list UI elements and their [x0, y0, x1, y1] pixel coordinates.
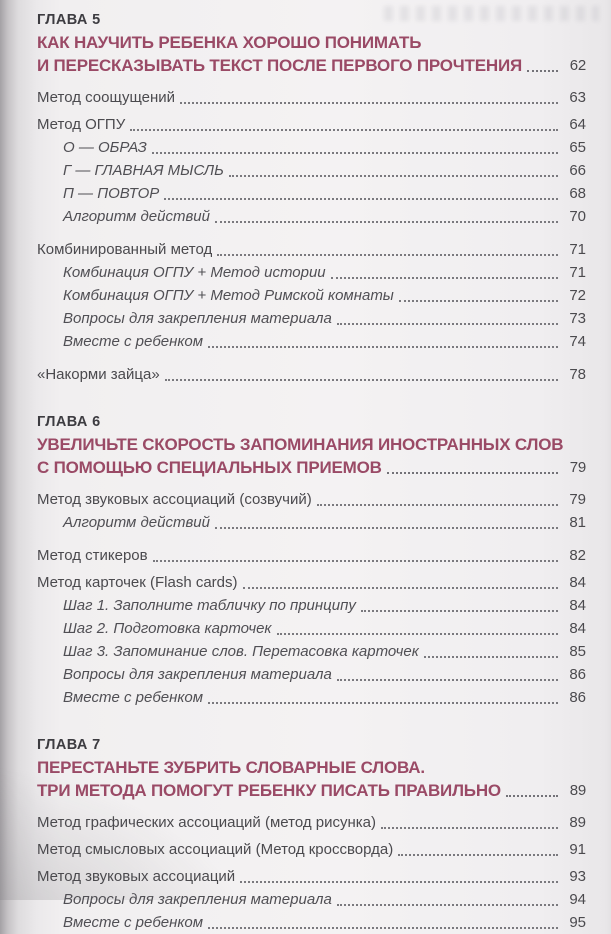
dot-leader	[337, 679, 558, 681]
dot-leader	[229, 175, 558, 177]
toc-entry-page: 84	[569, 574, 586, 591]
toc-entry	[37, 86, 586, 109]
toc-entry-label: П — ПОВТОР	[63, 185, 160, 202]
toc-entry-label: Метод смысловых ассоциаций (Метод кроссворда)	[37, 841, 394, 858]
toc-entry-label: Алгоритм действий	[63, 514, 210, 531]
toc-entry-label: Шаг 2. Подготовка карточек	[63, 620, 272, 637]
chapter-page-number: 79	[569, 459, 586, 476]
toc-entry-label: Комбинированный метод	[37, 241, 213, 258]
chapter-title-line-2: С ПОМОЩЬЮ СПЕЦИАЛЬНЫХ ПРИЕМОВ	[37, 458, 382, 477]
toc-entry-page: 79	[569, 491, 586, 508]
toc-entry-page: 84	[569, 597, 586, 614]
toc-entry	[37, 488, 586, 511]
toc-entry-page: 91	[569, 841, 586, 858]
toc-entry-label: Вместе с ребенком	[63, 914, 204, 931]
chapter-title-line-1: УВЕЛИЧЬТЕ СКОРОСТЬ ЗАПОМИНАНИЯ ИНОСТРАННЫХ СЛОВ	[37, 435, 564, 454]
dot-leader	[398, 854, 558, 856]
toc-entry	[37, 363, 586, 386]
toc-entries	[37, 488, 586, 709]
toc-entry-label: Шаг 1. Заполните табличку по принципу	[63, 597, 356, 614]
toc-entry-label: Шаг 3. Запоминание слов. Перетасовка карточек	[63, 643, 419, 660]
toc-entry	[37, 911, 586, 934]
toc-entry-label: Метод карточек (Flash cards)	[37, 574, 238, 591]
dot-leader	[337, 904, 558, 906]
toc-entry-page: 89	[569, 814, 586, 831]
toc-entry-label: Метод соощущений	[37, 89, 176, 106]
toc-entry	[37, 594, 586, 617]
toc-entry-page: 70	[569, 208, 586, 225]
dot-leader	[208, 927, 558, 929]
chapter-page-number: 89	[569, 782, 586, 799]
dot-leader	[361, 610, 558, 612]
chapter-page-number: 62	[569, 57, 586, 74]
toc-entry-label: Метод графических ассоциаций (метод рисунка)	[37, 814, 376, 831]
toc-entry-page: 71	[569, 241, 586, 258]
dot-leader	[164, 198, 558, 200]
toc-entry-page: 66	[569, 162, 586, 179]
toc-entry	[37, 238, 586, 261]
toc-entry-page: 72	[569, 287, 586, 304]
toc-entry	[37, 811, 586, 834]
dot-leader	[165, 379, 558, 381]
dot-leader	[317, 504, 558, 506]
toc-entry-label: Вместе с ребенком	[63, 689, 204, 706]
chapter-title-line-2: ТРИ МЕТОДА ПОМОГУТ РЕБЕНКУ ПИСАТЬ ПРАВИЛЬНО	[37, 781, 501, 800]
dot-leader	[215, 527, 558, 529]
chapter-title	[37, 32, 586, 77]
toc-entry-page: 73	[569, 310, 586, 327]
toc-entry-label: Вопросы для закрепления материала	[63, 666, 332, 683]
toc-entry	[37, 307, 586, 330]
toc-entry-label: Метод звуковых ассоциаций	[37, 868, 236, 885]
dot-leader	[424, 656, 558, 658]
dot-leader	[243, 587, 558, 589]
dot-leader	[215, 221, 558, 223]
toc-entry-label: Вопросы для закрепления материала	[63, 310, 332, 327]
toc-entry	[37, 261, 586, 284]
toc-entry-page: 94	[569, 891, 586, 908]
dot-leader	[153, 560, 558, 562]
chapter-title-line-1: ПЕРЕСТАНЬТЕ ЗУБРИТЬ СЛОВАРНЫЕ СЛОВА.	[37, 758, 425, 777]
toc-entry-page: 81	[569, 514, 586, 531]
dot-leader	[399, 300, 558, 302]
toc-entry-page: 65	[569, 139, 586, 156]
toc-entry-page: 71	[569, 264, 586, 281]
toc-entry-label: Метод стикеров	[37, 547, 148, 564]
toc-entry	[37, 511, 586, 534]
dot-leader	[180, 102, 558, 104]
toc-entry	[37, 205, 586, 228]
toc-entry	[37, 617, 586, 640]
toc-entry-label: Г — ГЛАВНАЯ МЫСЛЬ	[63, 162, 224, 179]
toc-entry	[37, 663, 586, 686]
chapter-title-line-1: КАК НАУЧИТЬ РЕБЕНКА ХОРОШО ПОНИМАТЬ	[37, 33, 422, 52]
toc-entry-page: 86	[569, 689, 586, 706]
toc-section-chapter-6	[37, 412, 586, 709]
toc-entry	[37, 284, 586, 307]
toc-entry	[37, 686, 586, 709]
toc-entry-page: 82	[569, 547, 586, 564]
dot-leader	[331, 277, 558, 279]
dot-leader	[217, 254, 558, 256]
toc-entry-page: 74	[569, 333, 586, 350]
dot-leader	[527, 70, 558, 72]
chapter-label: ГЛАВА 5	[37, 12, 101, 28]
toc-entry	[37, 159, 586, 182]
dot-leader	[208, 702, 558, 704]
toc-entry-label: «Накорми зайца»	[37, 366, 160, 383]
toc-entry-label: Комбинация ОГПУ + Метод Римской комнаты	[63, 287, 394, 304]
toc-entry-page: 84	[569, 620, 586, 637]
chapter-label: ГЛАВА 6	[37, 414, 101, 430]
toc-section-chapter-7	[37, 735, 586, 934]
toc-entry	[37, 330, 586, 353]
toc-entry	[37, 571, 586, 594]
toc-entry-label: Вопросы для закрепления материала	[63, 891, 332, 908]
dot-leader	[506, 795, 558, 797]
chapter-title	[37, 757, 586, 802]
toc-entry	[37, 182, 586, 205]
toc-entry-page: 68	[569, 185, 586, 202]
chapter-title-line-2: И ПЕРЕСКАЗЫВАТЬ ТЕКСТ ПОСЛЕ ПЕРВОГО ПРОЧТЕНИЯ	[37, 56, 522, 75]
toc-entry-page: 85	[569, 643, 586, 660]
toc-entry-label: Алгоритм действий	[63, 208, 210, 225]
chapter-label: ГЛАВА 7	[37, 737, 101, 753]
toc-entry-page: 93	[569, 868, 586, 885]
dot-leader	[130, 129, 558, 131]
toc-entry	[37, 838, 586, 861]
dot-leader	[240, 881, 558, 883]
chapter-title	[37, 434, 586, 479]
toc-entries	[37, 811, 586, 934]
toc-entry-page: 63	[569, 89, 586, 106]
dot-leader	[337, 323, 558, 325]
toc-entry-label: О — ОБРАЗ	[63, 139, 147, 156]
toc-entry	[37, 113, 586, 136]
dot-leader	[387, 472, 558, 474]
dot-leader	[208, 346, 558, 348]
toc-entry-label: Комбинация ОГПУ + Метод истории	[63, 264, 326, 281]
toc-section-chapter-5	[37, 10, 586, 386]
dot-leader	[277, 633, 558, 635]
dot-leader	[381, 827, 558, 829]
toc-entry	[37, 640, 586, 663]
toc-entry-page: 78	[569, 366, 586, 383]
toc-entry-label: Метод ОГПУ	[37, 116, 126, 133]
toc-entry-label: Вместе с ребенком	[63, 333, 204, 350]
toc-entry-page: 64	[569, 116, 586, 133]
toc-entry	[37, 136, 586, 159]
toc-entry	[37, 865, 586, 888]
toc-entry-label: Метод звуковых ассоциаций (созвучий)	[37, 491, 312, 508]
dot-leader	[152, 152, 558, 154]
toc-entry-page: 86	[569, 666, 586, 683]
toc-entry-page: 95	[569, 914, 586, 931]
toc-entry	[37, 544, 586, 567]
toc-entries	[37, 86, 586, 386]
